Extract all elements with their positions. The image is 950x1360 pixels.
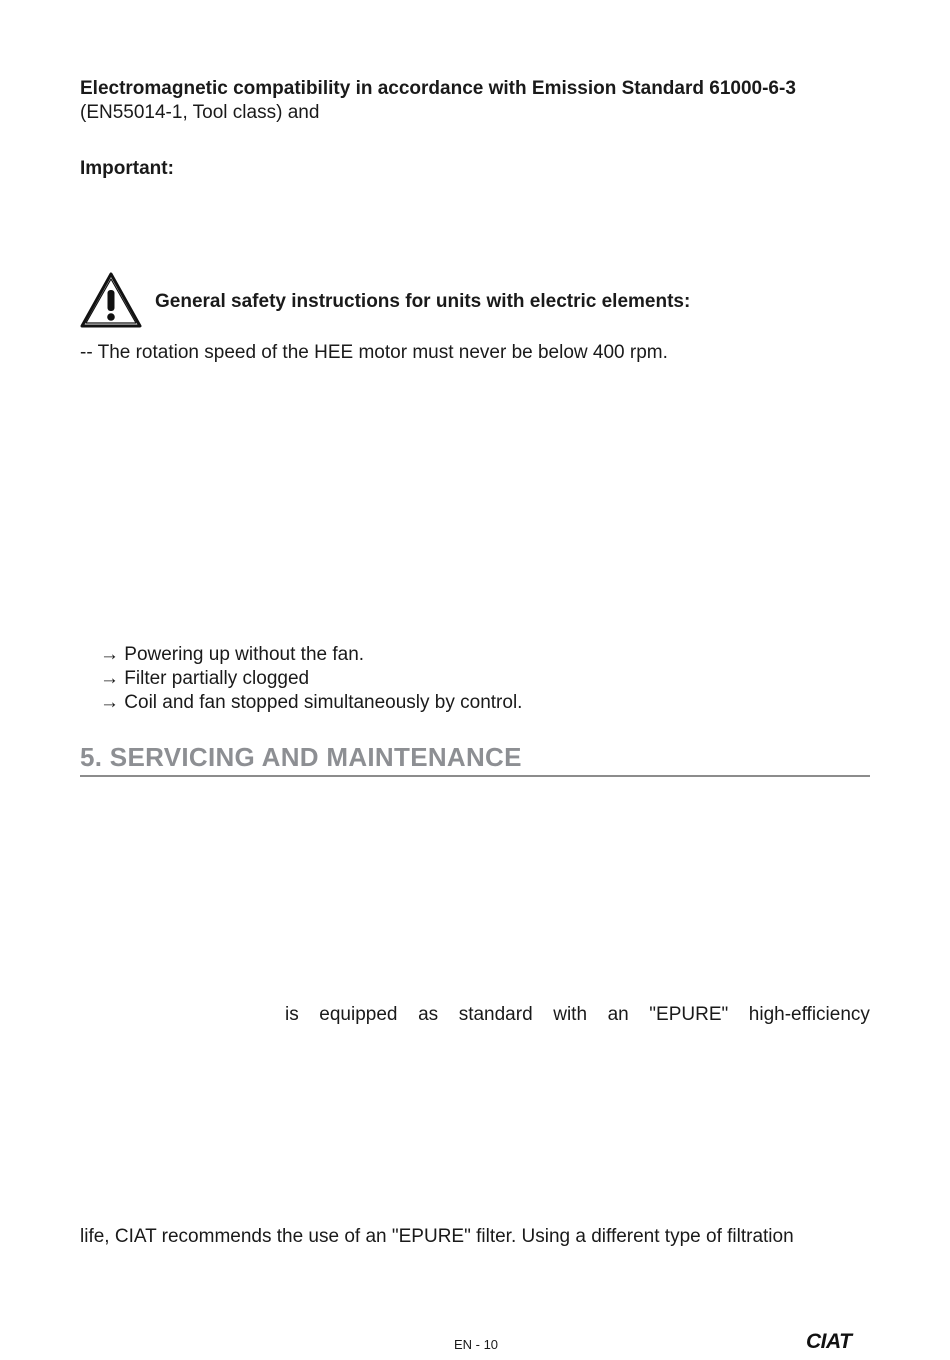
word: "EPURE"	[649, 1004, 729, 1025]
word: standard	[458, 1004, 533, 1025]
ciat-logo: CIAT	[806, 1330, 852, 1353]
epure-filter-text	[285, 1003, 870, 1027]
emc-standard-text: (EN55014-1, Tool class) and	[80, 102, 320, 123]
filter-recommendation-text: life, CIAT recommends the use of an "EPURE" filter. Using a different type of filtration	[80, 1226, 794, 1247]
page-number: EN - 10	[453, 1337, 499, 1352]
cause-list	[100, 643, 522, 715]
list-item: → Filter partially clogged	[100, 668, 310, 689]
emc-heading: Electromagnetic compatibility in accordance with Emission Standard 61000-6-3	[80, 78, 796, 99]
list-item: → Powering up without the fan.	[100, 644, 365, 665]
safety-instructions-heading: General safety instructions for units with electric elements:	[155, 291, 691, 312]
word: an	[607, 1004, 629, 1025]
word: high-efficiency	[748, 1004, 870, 1025]
word: with	[553, 1004, 588, 1025]
word: is	[285, 1004, 299, 1025]
rotation-speed-note: -- The rotation speed of the HEE motor must never be below 400 rpm.	[80, 342, 668, 363]
section-heading	[80, 740, 870, 777]
section-title: 5. SERVICING AND MAINTENANCE	[80, 742, 522, 772]
word: as	[418, 1004, 439, 1025]
warning-triangle-icon	[79, 271, 143, 329]
important-label: Important:	[80, 158, 174, 179]
word: equipped	[319, 1004, 398, 1025]
list-item: → Coil and fan stopped simultaneously by control.	[100, 692, 523, 713]
